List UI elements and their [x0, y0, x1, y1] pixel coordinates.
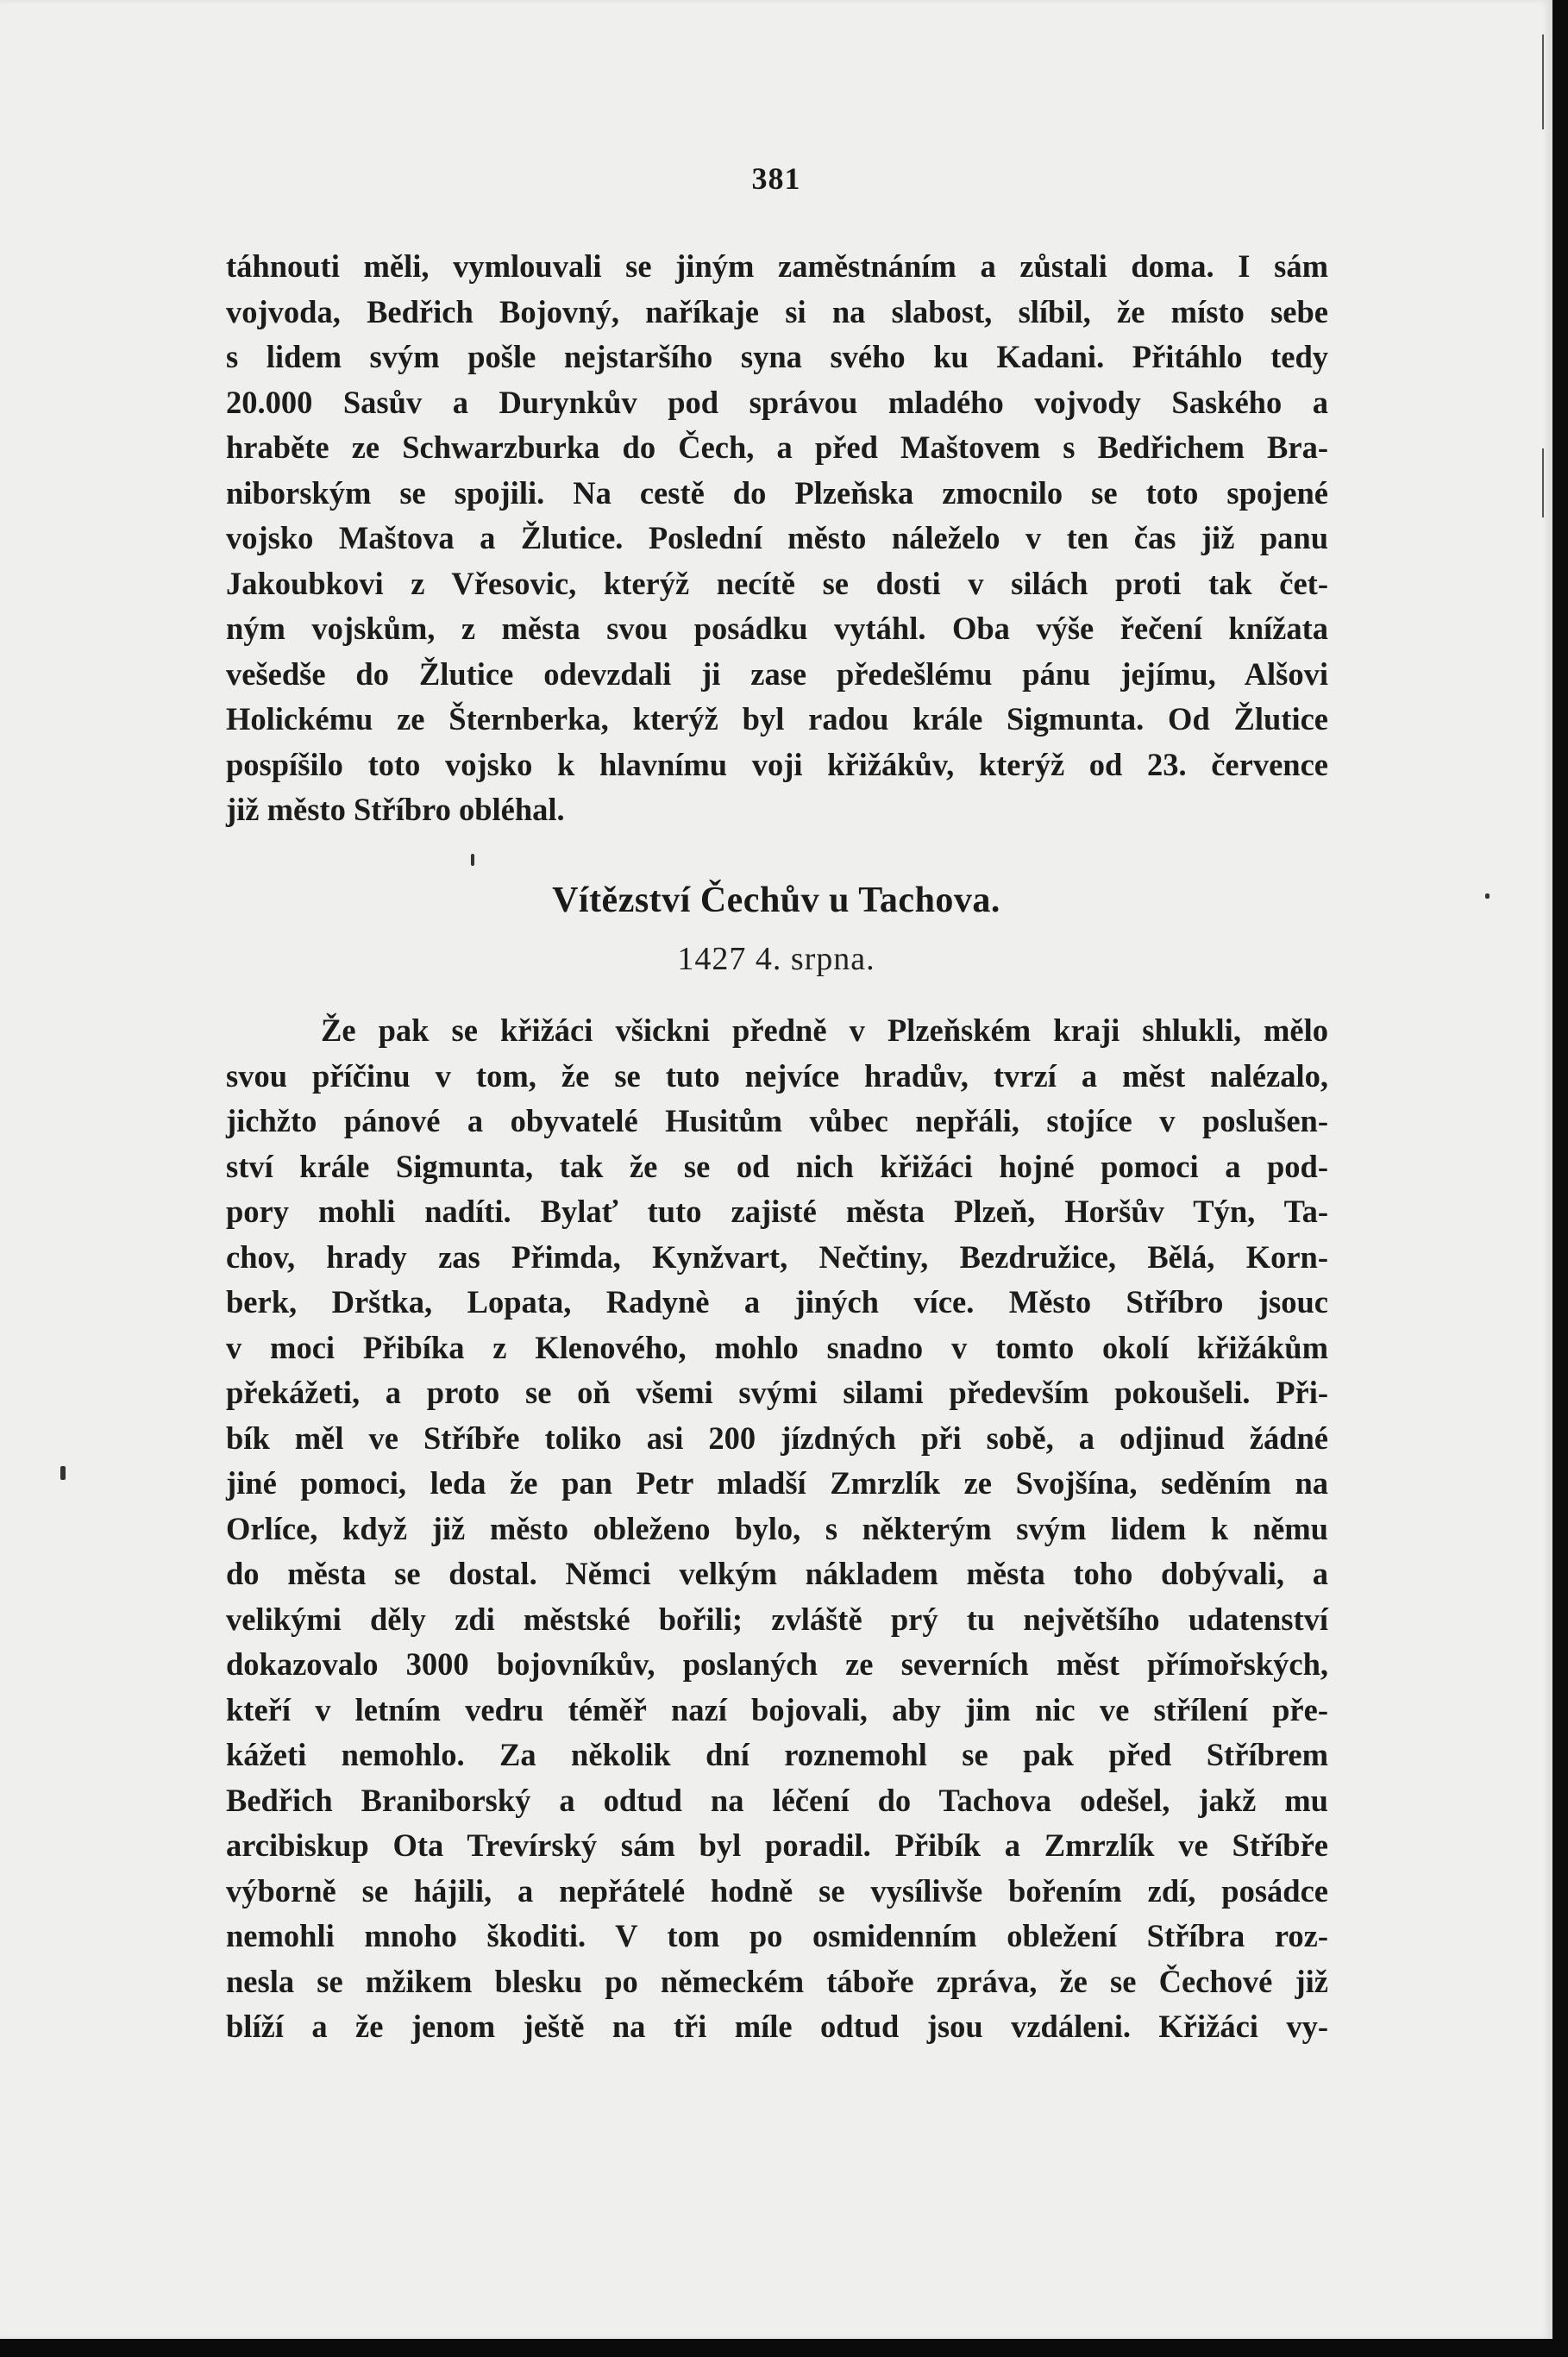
text-line: kteří v letním vedru téměř nazí bojovali, aby jim nic ve střílení pře- — [226, 1691, 1328, 1727]
scan-speck — [60, 1466, 66, 1480]
text-line: Orlíce, když již město obleženo bylo, s některým svým lidem k němu — [226, 1510, 1328, 1546]
scan-border-bottom — [0, 2339, 1568, 2357]
scan-speck — [1485, 893, 1490, 899]
text-line: 20.000 Sasův a Durynkův pod správou mladého vojvody Saského a — [226, 384, 1328, 420]
text-line: jiné pomoci, leda že pan Petr mladší Zmrzlík ze Svojšína, seděním na — [226, 1465, 1328, 1501]
text-line: již město Stříbro obléhal. — [226, 792, 565, 827]
scan-speck — [471, 854, 474, 866]
text-line: hraběte ze Schwarzburka do Čech, a před Maštovem s Bedřichem Bra- — [226, 429, 1328, 465]
paragraph-2 — [226, 1008, 1328, 2050]
text-line: nemohli mnoho škoditi. V tom po osmidenním obležení Stříbra roz- — [226, 1918, 1328, 1953]
text-line: s lidem svým pošle nejstaršího syna svého ku Kadani. Přitáhlo tedy — [226, 339, 1328, 374]
text-line: berk, Drštka, Lopata, Radynè a jiných více. Město Stříbro jsouc — [226, 1284, 1328, 1320]
margin-rule — [1542, 448, 1544, 517]
text-line: velikými děly zdi městské bořili; zvláště prý tu největšího udatenství — [226, 1601, 1328, 1637]
paragraph-1 — [226, 244, 1328, 833]
text-line: Že pak se křižáci všickni předně v Plzeňském kraji shlukli, mělo — [321, 1012, 1328, 1048]
text-line: kážeti nemohlo. Za několik dní roznemohl se pak před Stříbrem — [226, 1737, 1328, 1772]
page-number: 381 — [751, 161, 801, 196]
scan-border-right — [1552, 0, 1568, 2357]
text-line: ným vojskům, z města svou posádku vytáhl. Oba výše řečení knížata — [226, 611, 1328, 646]
text-line: jichžto pánové a obyvatelé Husitům vůbec nepřáli, stojíce v poslušen- — [226, 1103, 1328, 1138]
text-line: chov, hrady zas Přimda, Kynžvart, Nečtiny, Bezdružice, Bělá, Korn- — [226, 1238, 1328, 1275]
text-line: bík měl ve Stříbře toliko asi 200 jízdných při sobě, a odjinud žádné — [226, 1420, 1328, 1456]
text-line: v moci Přibíka z Klenového, mohlo snadno v tomto okolí křižákům — [226, 1329, 1328, 1365]
text-line: nesla se mžikem blesku po německém táboře zpráva, že se Čechové již — [226, 1963, 1328, 1999]
margin-rule — [1542, 34, 1544, 129]
text-line: niborským se spojili. Na cestě do Plzeňska zmocnilo se toto spojené — [226, 474, 1328, 511]
text-line: dokazovalo 3000 bojovníkův, poslaných ze severních měst přímořských, — [226, 1646, 1328, 1682]
text-line: do města se dostal. Němci velkým nákladem města toho dobývali, a — [226, 1556, 1328, 1591]
text-line: táhnouti měli, vymlouvali se jiným zaměstnáním a zůstali doma. I sám — [226, 248, 1328, 284]
text-line: Bedřich Braniborský a odtud na léčení do Tachova odešel, jakž mu — [226, 1782, 1328, 1818]
text-line: vešedše do Žlutice odevzdali ji zase předešlému pánu jejímu, Alšovi — [226, 655, 1328, 692]
section-heading: Vítězství Čechův u Tachova. — [552, 881, 1000, 920]
text-line: výborně se hájili, a nepřátelé hodně se vysílivše bořením zdí, posádce — [226, 1872, 1328, 1909]
section-date: 1427 4. srpna. — [677, 941, 875, 977]
text-line: ství krále Sigmunta, tak že se od nich křižáci hojné pomoci a pod- — [226, 1148, 1328, 1184]
text-line: Holickému ze Šternberka, kterýž byl radou krále Sigmunta. Od Žlutice — [226, 701, 1328, 737]
text-line: arcibiskup Ota Trevírský sám byl poradil. Přibík a Zmrzlík ve Stříbře — [226, 1827, 1328, 1863]
text-line: pospíšilo toto vojsko k hlavnímu voji křižákův, kterýž od 23. července — [226, 746, 1328, 782]
text-line: vojvoda, Bedřich Bojovný, naříkaje si na slabost, slíbil, že místo sebe — [226, 293, 1328, 329]
text-line: blíží a že jenom ještě na tři míle odtud jsou vzdáleni. Křižáci vy- — [226, 2009, 1328, 2044]
text-line: pory mohli nadíti. Bylať tuto zajisté města Plzeň, Horšův Týn, Ta- — [226, 1194, 1328, 1229]
text-line: překážeti, a proto se oň všemi svými silami především pokoušeli. Při- — [226, 1375, 1328, 1410]
text-line: Jakoubkovi z Vřesovic, kterýž necítě se dosti v silách proti tak čet- — [226, 565, 1328, 601]
text-line: svou příčinu v tom, že se tuto nejvíce hradův, tvrzí a měst nalézalo, — [226, 1057, 1328, 1094]
text-line: vojsko Maštova a Žlutice. Poslední město náleželo v ten čas již panu — [226, 520, 1328, 555]
